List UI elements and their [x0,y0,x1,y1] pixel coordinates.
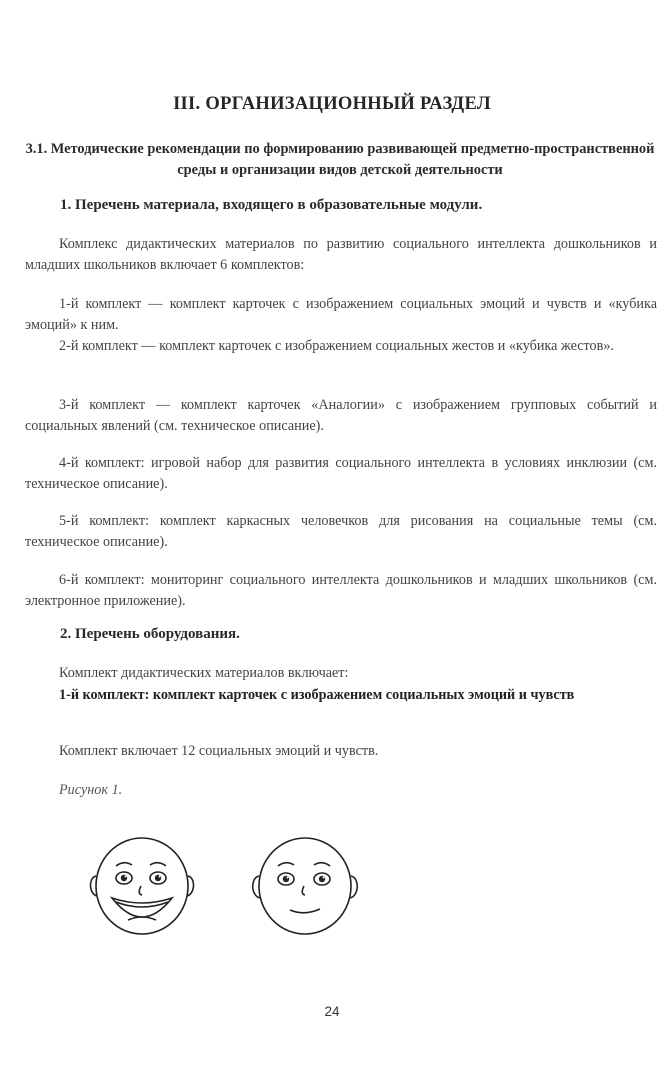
calm-smile-face-illustration [246,832,364,940]
intro-paragraph: Комплекс дидактических материалов по развитию социального интеллекта дошкольников и младших школьников включает 6 комплектов: [25,236,657,273]
equipment-heading: 2. Перечень оборудования. [60,626,240,642]
subsection-title: 3.1. Методические рекомендации по формированию развивающей предметно-пространственной среды и организации видов детской деятельности [25,141,655,178]
laughing-face-illustration [86,832,198,940]
kit-3-item: 3-й комплект — комплект карточек «Аналогии» с изображением групповых событий и социальных явлений (см. техническое описание). [25,397,657,434]
figure-caption: Рисунок 1. [59,782,123,798]
kit-2-item: 2-й комплект — комплект карточек с изображением социальных жестов и «кубика жестов». [59,338,614,354]
kit-1-heading: 1-й комплект: комплект карточек с изображением социальных эмоций и чувств [59,687,575,703]
materials-heading: 1. Перечень материала, входящего в образовательные модули. [60,197,483,213]
kit-1-item: 1-й комплект — комплект карточек с изображением социальных эмоций и чувств и «кубика эмоций» к ним. [25,296,657,333]
kit-5-item: 5-й комплект: комплект каркасных человечков для рисования на социальные темы (см. техническое описание). [25,513,657,550]
equipment-intro: Комплект дидактических материалов включает: [59,665,349,681]
kit-1-description: Комплект включает 12 социальных эмоций и чувств. [59,743,379,759]
section-title: III. ОРГАНИЗАЦИОННЫЙ РАЗДЕЛ [173,94,491,114]
kit-4-item: 4-й комплект: игровой набор для развития социального интеллекта в условиях инклюзии (см. техническое описание). [25,455,657,492]
page-number: 24 [324,1004,340,1019]
kit-6-item: 6-й комплект: мониторинг социального интеллекта дошкольников и младших школьников (см. электронное приложение). [25,572,657,609]
